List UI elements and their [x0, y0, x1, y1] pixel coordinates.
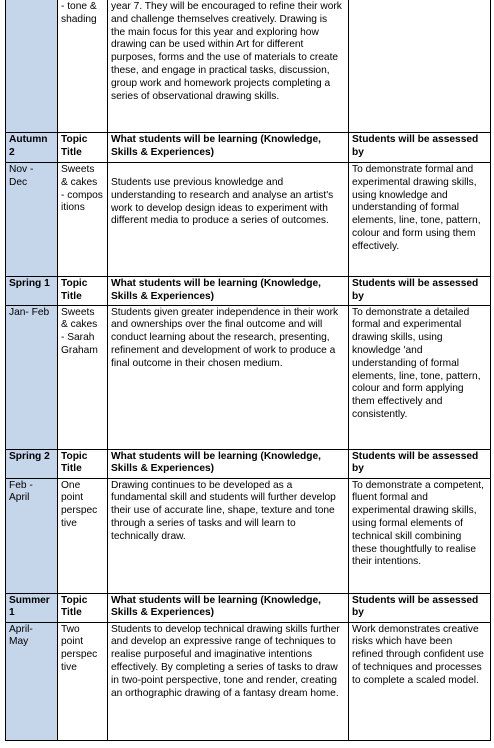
term-cell: Nov - Dec: [6, 163, 58, 277]
table-row: [6, 305, 491, 449]
topic-cell: Two point perspec tive: [58, 622, 108, 740]
topic-heading: Topic Title: [58, 277, 108, 306]
assessment-cell: Work demonstrates creative risks which have been refined through confident use of techniques and processes to complete a scaled model.: [349, 622, 491, 740]
learning-heading: What students will be learning (Knowledge, Skills & Experiences): [108, 449, 349, 478]
table-row: [6, 622, 491, 740]
term-cell: Jan- Feb: [6, 305, 58, 449]
assessment-cell: To demonstrate a competent, fluent formal and experimental drawing skills, using formal elements of technical skill combining these thoughtfully to realise their intentions.: [349, 478, 491, 593]
assessment-heading: Students will be assessed by: [349, 277, 491, 306]
term-heading: Spring 1: [6, 277, 58, 306]
term-cell: [6, 0, 58, 133]
learning-text: Students use previous knowledge and understanding to research and analyse an artist's work to develop design ideas to experiment with different media to produce a series of outcomes.: [111, 177, 334, 227]
assessment-cell: [349, 0, 491, 133]
table-row: [6, 478, 491, 593]
learning-cell: Students to develop technical drawing skills further and develop an expressive range of techniques to realise purposeful and imaginative intentions effectively. By completing a series of tasks to draw in two-point perspective, tone and render, creating an orthographic drawing of a fantasy dream home.: [108, 622, 349, 740]
topic-cell: - tone & shading: [58, 0, 108, 133]
term-heading: Spring 2: [6, 449, 58, 478]
assessment-cell: To demonstrate a detailed formal and experimental drawing skills, using knowledge 'and understanding of formal elements, line, tone, pattern, colour and form applying them effectively and consistently.: [349, 305, 491, 449]
learning-cell: year 7. They will be encouraged to refine their work and challenge themselves creatively. Drawing is the main focus for this year and exploring how drawing can be used within Art for different purposes, forms and the use of materials to create these, and engage in practical tasks, discussion, group work and homework projects completing a series of observational drawing skills.: [108, 0, 349, 133]
assessment-heading: Students will be assessed by: [349, 133, 491, 163]
assessment-heading: Students will be assessed by: [349, 449, 491, 478]
learning-cell: [108, 163, 349, 277]
topic-heading: Topic Title: [58, 593, 108, 622]
learning-heading: What students will be learning (Knowledge, Skills & Experiences): [108, 133, 349, 163]
curriculum-table: [5, 0, 491, 741]
topic-heading: Topic Title: [58, 449, 108, 478]
assessment-cell: To demonstrate formal and experimental drawing skills, using knowledge and understanding of formal elements, line, tone, pattern, colour and form using them effectively.: [349, 163, 491, 277]
learning-heading: What students will be learning (Knowledge, Skills & Experiences): [108, 593, 349, 622]
section-header-row: [6, 277, 491, 306]
learning-heading: What students will be learning (Knowledge, Skills & Experiences): [108, 277, 349, 306]
topic-cell: Sweets & cakes - compos itions: [58, 163, 108, 277]
assessment-heading: Students will be assessed by: [349, 593, 491, 622]
learning-cell: Drawing continues to be developed as a fundamental skill and students will further develop their use of accurate line, shape, texture and tone through a series of tasks and will learn to technically draw.: [108, 478, 349, 593]
term-heading: Summer 1: [6, 593, 58, 622]
learning-cell: Students given greater independence in their work and ownerships over the final outcome and will conduct learning about the research, presenting, refinement and development of work to produce a final outcome in their chosen medium.: [108, 305, 349, 449]
section-header-row: [6, 133, 491, 163]
term-cell: April- May: [6, 622, 58, 740]
table-row: [6, 163, 491, 277]
term-cell: Feb - April: [6, 478, 58, 593]
table-row: [6, 0, 491, 133]
section-header-row: [6, 449, 491, 478]
section-header-row: [6, 593, 491, 622]
topic-cell: Sweets & cakes - Sarah Graham: [58, 305, 108, 449]
topic-cell: One point perspec tive: [58, 478, 108, 593]
topic-heading: Topic Title: [58, 133, 108, 163]
term-heading: Autumn 2: [6, 133, 58, 163]
